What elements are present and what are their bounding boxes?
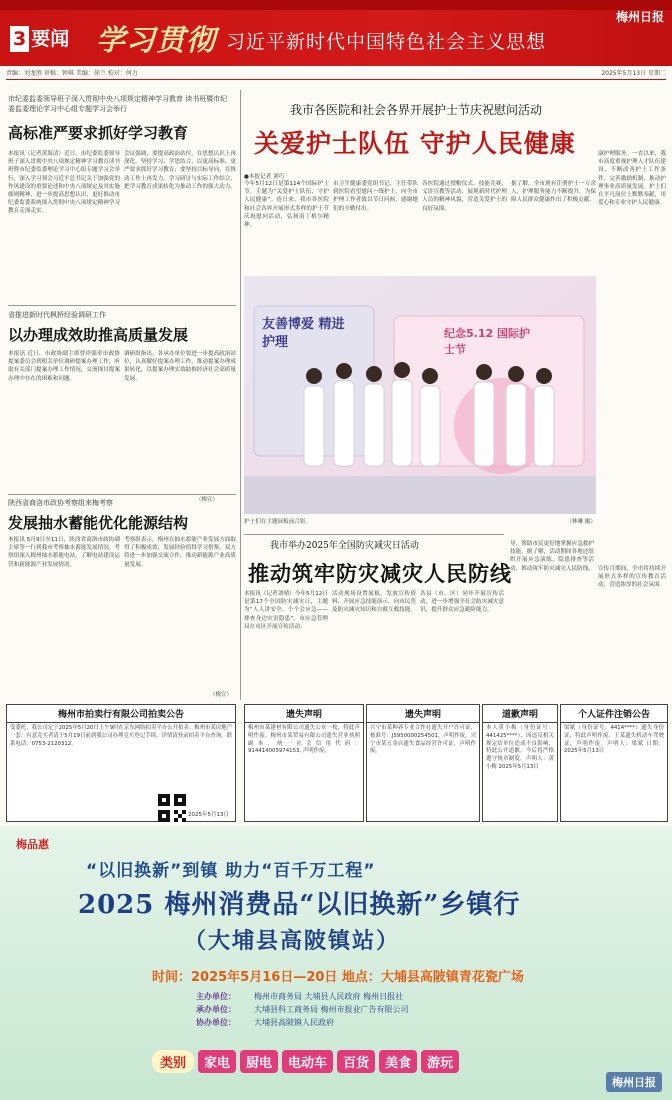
auction-date: 2025年5月13日 xyxy=(188,812,229,818)
page-number: 3 xyxy=(10,26,29,52)
lost-notice xyxy=(244,704,364,822)
banner-slogan: “以旧换新”到镇 助力“百千万工程” xyxy=(86,861,376,881)
lost-notice-body: 兴宁市某种养专业合作社遗失开户许可证，核准号：J5950000254501，声明作废。兴宁市某五金店遗失食品经营许可证，声明作废。 xyxy=(370,725,476,755)
lost-notice-body: 梅州市某建材有限公司遗失公章一枚，特此声明作废。梅州市某贸易有限公司遗失营业执照副本，统一社会信用代码：914414005974153, 声明作废。 xyxy=(248,725,360,755)
page-badge xyxy=(6,26,73,52)
main-byline: ●本报记者 刘巧 xyxy=(244,174,285,180)
category-tag: 游玩 xyxy=(421,1050,459,1073)
lost-notice-title: 遗失声明 xyxy=(367,705,479,723)
organizer-row xyxy=(196,1003,409,1016)
organizer-label: 协办单位： xyxy=(196,1018,236,1027)
article2-body: 调研组指出，各承办单位要进一步提高政治站位，认真做好提案办理工作，推动提案办理成果转化，以提案办理实效助推经济社会高质量发展。 xyxy=(124,351,236,382)
article1-title: 高标准严要求抓好学习教育 xyxy=(8,124,189,142)
qr-code-icon xyxy=(158,794,186,822)
auction-title: 梅州市拍卖行有限公司拍卖公告 xyxy=(7,705,235,723)
main-body: 各医院通过授帽仪式、技能竞赛、义诊宣教等活动，展现新时代护理人员的精神风貌，营造关爱护士的良好氛围。 xyxy=(422,181,507,212)
masthead xyxy=(0,0,672,66)
personal-id-title: 个人证件注销公告 xyxy=(561,705,667,723)
main-body: 康护理服务。一直以来，我市高度重视护理人才队伍建设，不断改善护士工作条件，完善激励机制，推动护理事业高质量发展。护士们在平凡岗位上默默奉献，用爱心和专业守护人民健康。 xyxy=(598,151,666,207)
auction-notice xyxy=(6,704,236,822)
sub-kicker: 我市举办2025年全国防灾减灾日活动 xyxy=(270,541,419,551)
apology-notice xyxy=(482,704,558,822)
sponsor-logo: 梅品惠 xyxy=(16,838,49,851)
photo-banner-right: 纪念5.12 国际护士节 xyxy=(444,327,530,356)
watermark: 梅州日报 xyxy=(606,1072,662,1092)
category-tag: 美食 xyxy=(379,1050,417,1073)
auction-body: 受委托，我公司定于2025年5月20日上午9时在京东网络拍卖平台公开拍卖：梅州市某房地产一套。有意竞买者请于5月19日前到我公司办理竞买登记手续。详情请登录拍卖平台查询。联系电话：0753-2120312。 xyxy=(10,725,232,747)
column-divider xyxy=(240,90,241,700)
newspaper-logo: 梅州日报 xyxy=(615,10,664,24)
article2-kicker: 省推进新时代枫桥经验调研工作 xyxy=(8,311,106,319)
photo-credit: （林琳 摄） xyxy=(566,519,596,525)
category-label: 类别 xyxy=(152,1050,194,1073)
sub-body: 导，帮助市民更好地掌握应急救护技能。据了解，活动期间各地还组织开展应急演练、隐患排查等活动，推动筑牢防灾减灾人民防线。 xyxy=(510,541,594,572)
organizer-value: 大埔县科工商务局 梅州市报业广告有限公司 xyxy=(254,1005,409,1014)
personal-id-notice xyxy=(560,704,668,822)
lost-notice-title: 遗失声明 xyxy=(245,705,363,723)
sub-title: 推动筑牢防灾减灾人民防线 xyxy=(248,561,512,586)
banner-title: 2025 梅州消费品“以旧换新”乡镇行 xyxy=(78,890,521,920)
sub-body: 本报讯（记者刘晴）今年5月12日是第17个全国防灾减灾日，主题为“人人讲安全、个个会应急——排查身边灾害隐患”。市应急管理局在市区开展宣传活动。 xyxy=(244,591,328,630)
article1-body: 会议强调，要提高政治站位，在思想认识上再深化。坚持学习、学思结合，以更高标准、更严要求抓好学习教育；要坚持目标导向，在推动工作上再发力。学习研讨与实际工作结合，把学习教育成果转化为推动工作的强大动力。 xyxy=(124,151,236,190)
organizer-label: 承办单位： xyxy=(196,1005,236,1014)
main-title: 关爱护士队伍 守护人民健康 xyxy=(254,129,576,158)
divider xyxy=(8,494,236,495)
article2-source: （梅宣） xyxy=(196,497,219,503)
photo-illustration xyxy=(244,276,596,514)
photo-caption-text: 护士们在主题展板前合影。 xyxy=(244,519,312,525)
article3-body: 考察组表示，梅州在抽水蓄能产业发展方面取得了积极成效，发展经验值得学习借鉴。双方将进一步加强交流合作，推动新能源产业高质量发展。 xyxy=(124,537,236,568)
main-body: 今年5月12日是第114个国际护士节。主题为“关爱护士队伍，守护人民健康”。连日来，我市各医院和社会各界开展形式多样的护士节庆祝慰问活动，弘扬南丁格尔精神。 xyxy=(244,181,329,229)
organizer-row xyxy=(196,990,409,1003)
category-tag: 百货 xyxy=(337,1050,375,1073)
category-tag: 家电 xyxy=(198,1050,236,1073)
article1-kicker: 市纪委监委领导班子深入贯彻中央八项规定精神学习教育 读书班暨市纪委监委理论学习中心组专题学习会举行 xyxy=(8,95,228,113)
organizer-label: 主办单位： xyxy=(196,992,236,1001)
editor-credits: 责编：刘龙胜 审稿：钟琪 美编：徐兰 校对：何力 xyxy=(6,70,138,77)
divider xyxy=(244,534,504,535)
organizer-row xyxy=(196,1016,409,1029)
personal-id-body: 梁斌（身份证号：4414****）遗失身份证，特此声明作废。王某遗失机动车驾驶证，声明作废。声明人：梁斌 日期：2025年5月13日 xyxy=(564,725,664,755)
photo-caption xyxy=(244,517,596,525)
issue-date: 2025年5月13日 星期二 xyxy=(601,70,666,77)
promo-banner xyxy=(0,826,672,1100)
banner-time-location: 时间：2025年5月16日—20日 地点：大埔县高陂镇青花瓷广场 xyxy=(152,970,524,985)
sub-body: 宣传月期间，全市将持续开展形式多样的宣传教育活动，营造浓厚的社会氛围。 xyxy=(598,566,666,589)
apology-title: 道歉声明 xyxy=(483,705,557,723)
organizer-value: 大埔县高陂镇人民政府 xyxy=(254,1018,334,1027)
category-tag: 厨电 xyxy=(240,1050,278,1073)
category-tags xyxy=(152,1050,459,1073)
article2-title: 以办理成效助推高质量发展 xyxy=(8,326,189,344)
section-name: 要闻 xyxy=(31,28,70,50)
lost-notice xyxy=(366,704,480,822)
photo-banner-left: 友善博爱 精进护理 xyxy=(262,317,345,350)
main-body: 市卫生健康委党组书记、主任带队到医院看望慰问一线护士，向全市护理工作者致以节日问候，感谢她们的辛勤付出。 xyxy=(333,181,418,212)
main-kicker: 我市各医院和社会各界开展护士节庆祝慰问活动 xyxy=(290,103,543,117)
apology-body: 本人黄小梅（身份证号：441425****），因违反相关规定给单位造成不良影响，特此公开道歉，今后将严格遵守规章制度。声明人：黄小梅 2025年5月13日 xyxy=(486,725,554,770)
article3-title: 发展抽水蓄能优化能源结构 xyxy=(8,514,189,532)
sub-body: 活动现场设置展板、发放宣传资料、开展应急技能演示，向市民普及防灾减灾知识和自救互救技能。 xyxy=(332,591,416,614)
divider xyxy=(8,305,236,306)
column-title: 学习贯彻 xyxy=(96,23,217,57)
article1-body: 本报讯（记者黄海清）近日，市纪委监委领导班子深入贯彻中央八项规定精神学习教育读书班暨市纪委监委理论学习中心组专题学习会举行，深入学习领会习近平总书记关于加强党的作风建设的重要论述和中央八项规定及其实施细则精神，进一步提高思想认识，更好推动市纪委监委系统深入贯彻中央八项规定精神学习教育走深走实。 xyxy=(8,151,120,215)
article2-body: 本报讯 近日，市政协副主席曾祥强率市政协提案委员会到相关单位调研提案办理工作，听取有关部门提案办理工作情况，交流探讨提案办理中存在的困难和问题。 xyxy=(8,351,120,382)
category-tag: 电动车 xyxy=(282,1050,333,1073)
masthead-top-strip xyxy=(0,0,672,10)
credit-bar xyxy=(6,68,666,80)
article3-body: 本报讯 5月9日至11日，陕西省商洛市政协副主席等一行到我市考察抽水蓄能发展情况。考察组深入梅州抽水蓄能电站，了解电站建设运营和新能源产业发展情况。 xyxy=(8,537,120,568)
article3-kicker: 陕西省商洛市政协考察组来梅考察 xyxy=(8,499,113,507)
main-body: 据了解，全市现有注册护士一万余人，护理服务能力不断提升，为保障人民群众健康作出了积极贡献。 xyxy=(511,181,596,204)
theme-title: 习近平新时代中国特色社会主义思想 xyxy=(226,31,547,53)
banner-subtitle: （大埔县高陂镇站） xyxy=(184,929,401,954)
banner-organizers xyxy=(196,990,409,1029)
nurses-photo xyxy=(244,276,596,514)
sub-body: 各县（市、区）同步开展宣传活动，进一步增强全社会防灾减灾意识，提升群众应急避险能力。 xyxy=(420,591,504,614)
organizer-value: 梅州市商务局 大埔县人民政府 梅州日报社 xyxy=(254,992,404,1001)
article3-source: （梅宣） xyxy=(210,692,233,698)
